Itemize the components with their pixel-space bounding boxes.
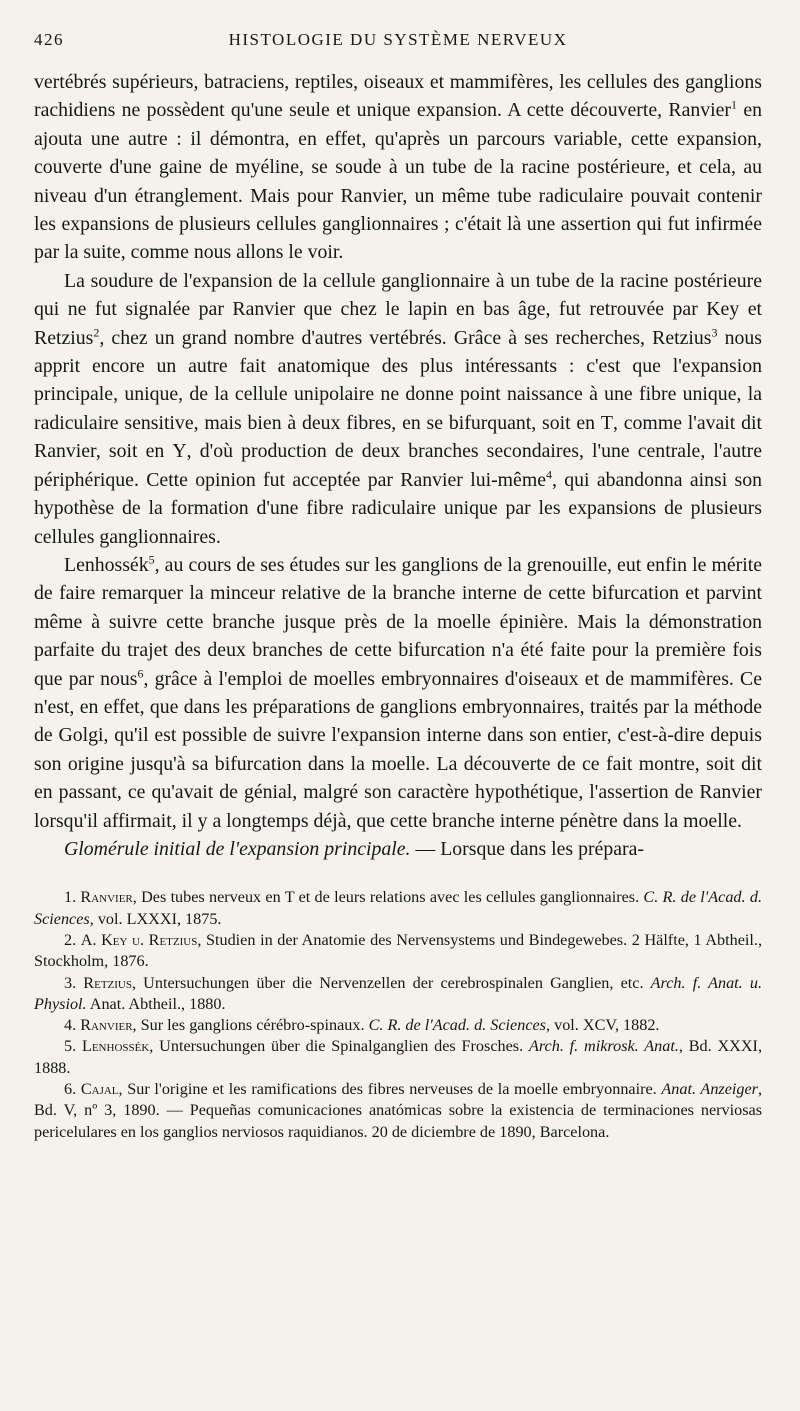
footnote-ref: 2 — [93, 325, 100, 340]
running-title: HISTOLOGIE DU SYSTÈME NERVEUX — [228, 30, 568, 49]
footnote-5: 5. Lenhossék, Untersuchungen über die Spinalganglien des Frosches. Arch. f. mikrosk. Anat., Bd. XXXI, 1888. — [34, 1037, 762, 1077]
footnote-3: 3. Retzius, Untersuchungen über die Nervenzellen der cerebrospinalen Ganglien, etc. Arch. f. Anat. u. Physiol. Anat. Abtheil., 1880. — [34, 973, 763, 1013]
footnote-ref: 3 — [711, 325, 718, 340]
footnote-2: 2. A. Key u. Retzius, Studien in der Anatomie des Nervensystems und Bindegewebes. 2 Hälfte, 1 Abtheil., Stockholm, 1876. — [34, 930, 762, 971]
footnote-1: 1. Ranvier, Des tubes nerveux en T et de leurs relations avec les cellules ganglionnaires. C. R. de l'Acad. d. Sciences, vol. LXXXI, 1875. — [34, 888, 762, 928]
running-head — [34, 24, 762, 54]
paragraph-3: Lenhossék$^5$, au cours de ses études sur les ganglions de la grenouille, eut enfin le mérite de faire remarquer la minceur relative de la branche interne de cette bifurcation et parvint même à suivre cette branche jusque près de la moelle épinière. Mais la démonstration parfaite du trajet des deux branches de cette bifurcation n'a été faite pour la première fois que par nous$^6$, grâce à l'emploi de moelles embryonnaires d'oiseaux et de mammifères. Ce n'est, en effet, que dans les préparations de ganglions embryonnaires, traités par la méthode de Golgi, qu'il est possible de suivre l'expansion interne dans son entier, c'est-à-dire depuis son origine jusqu'à sa bifurcation dans la moelle. La découverte de ce fait montre, soit dit en passant, ce qu'avait de génial, malgré son caractère hypothétique, l'assertion de Ranvier lorsqu'il affirmait, il y a longtemps déjà, que cette branche interne pénètre dans la moelle. — [34, 552, 762, 832]
footnote-ref: 4 — [546, 467, 552, 482]
letter-t: T — [600, 411, 613, 434]
body-text — [34, 68, 762, 863]
footnote-ref: 5 — [148, 552, 155, 567]
paragraph-4: Glomérule initial de l'expansion principale. — Lorsque dans les prépara- — [64, 837, 644, 860]
footnote-6: 6. Cajal, Sur l'origine et les ramifications des fibres nerveuses de la moelle embryonnaire. Anat. Anzeiger, Bd. V, nº 3, 1890. — Pequeñas comunicaciones anatómicas sobre la existencia de terminaciones nerviosas pericelulares en los ganglios nerviosos raquidianos. 20 de diciembre de 1890, Barcelona. — [34, 1080, 763, 1141]
footnote-ref: 1 — [731, 97, 738, 112]
footnote-ref: 6 — [137, 665, 144, 680]
section-heading: Glomérule initial de l'expansion principale. — [64, 837, 411, 860]
paragraph-1: vertébrés supérieurs, batraciens, reptiles, oiseaux et mammifères, les cellules des ganglions rachidiens ne possèdent qu'une seule et unique expansion. A cette découverte, Ranvier$^1$ en ajouta une autre : il démontra, en effet, qu'après un parcours variable, cette expansion, couverte d'une gaine de myéline, se soude à un tube de la racine postérieure, et cela, au niveau d'un étranglement. Mais pour Ranvier, un même tube radiculaire pouvait contenir les expansions de plusieurs cellules ganglionnaires ; c'était là une assertion qui fut infirmée par la suite, comme nous allons le voir. — [34, 71, 762, 264]
footnotes — [34, 887, 762, 1143]
footnote-4: 4. Ranvier, Sur les ganglions cérébro-spinaux. C. R. de l'Acad. d. Sciences, vol. XCV, 1882. — [64, 1016, 660, 1035]
letter-y: Y — [172, 440, 187, 463]
paragraph-2: La soudure de l'expansion de la cellule ganglionnaire à un tube de la racine postérieure qui ne fut signalée par Ranvier que chez le lapin en bas âge, fut retrouvée par Key et Retzius$^2$, chez un grand nombre d'autres vertébrés. Grâce à ses recherches, Retzius$^3$ nous apprit encore un autre fait anatomique des plus intéressants : c'est que l'expansion principale, unique, de la cellule unipolaire ne donne point naissance à une fibre unique, la radiculaire sensitive, mais bien à deux fibres, en se bifurquant, soit en T, comme l'avait dit Ranvier, soit en Y, d'où production de deux branches secondaires, l'une centrale, l'autre périphérique. Cette opinion fut acceptée par Ranvier lui-même$^4$, qui abandonna ainsi son hypothèse de la formation d'une fibre radiculaire unique par les expansions de plusieurs cellules ganglionnaires. — [34, 269, 762, 548]
page-number: 426 — [34, 30, 64, 49]
